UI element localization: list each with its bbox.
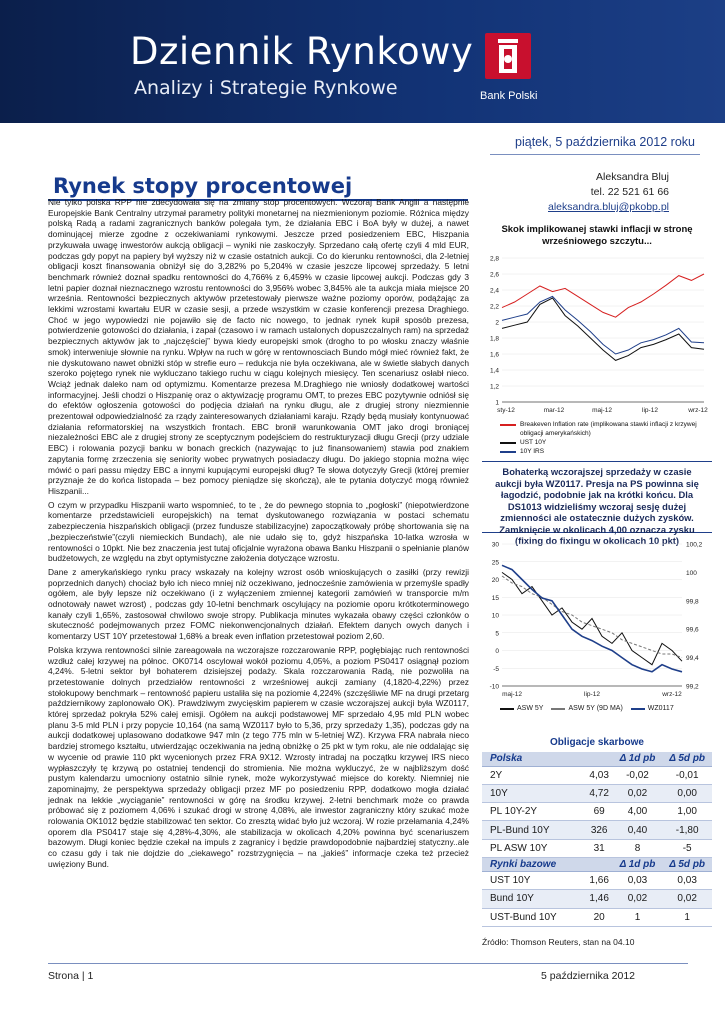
y-tick-label: 2,8 — [489, 255, 499, 263]
series-line — [502, 298, 704, 360]
table-cell: UST 10Y — [482, 871, 586, 889]
y-left-tick-label: -5 — [493, 665, 499, 673]
article-paragraph-2: O czym w przypadku Hiszpanii warto wspomnieć, to te , że do pewnego stopnia to „pogłoski” (niepotwierdzone komentarze przedstawicieli europejskich) na temat dyskutowanego rozwiązania w postaci schematu zabezpieczenia hiszpańskich obligacji (przez fundusze stabilizacyjne) zapoczątkowały próbę shortowania się na „bezpieczeństwie”(czyli niemieckich Bundach), ale nie udało się to, gdyż hiszpańska 10-latka wzrosła w rentowności o 10pkt. Nie bez znaczenia jest tutaj oficjalnie wyrażona obawa Banku Hiszpanii o spełnianie planów budżetowych, ze względu na zbyt optymistyczne założenia dotyczące wzrostu. — [48, 499, 469, 564]
table-row — [482, 784, 712, 802]
footer-date: 5 października 2012 — [541, 970, 635, 982]
bonds-table-title: Obligacje skarbowe — [550, 737, 644, 748]
author-name: Aleksandra Bluj — [596, 171, 669, 183]
table-header-cell: Rynki bazowe — [482, 857, 586, 871]
table-row — [482, 908, 712, 926]
y-right-tick-label: 100 — [686, 569, 697, 577]
table-cell: 4,00 — [613, 803, 663, 821]
publication-title: Dziennik Rynkowy — [130, 30, 474, 73]
author-email-link[interactable]: aleksandra.bluj@pkobp.pl — [548, 201, 669, 213]
author-block — [509, 170, 669, 215]
legend-swatch — [500, 442, 516, 444]
x-tick-label: sty-12 — [497, 407, 515, 414]
y-tick-label: 2,4 — [489, 287, 499, 295]
legend-swatch — [500, 708, 514, 710]
y-right-tick-label: 99,8 — [686, 598, 699, 606]
table-cell: 31 — [586, 839, 613, 857]
table-cell: 1,66 — [586, 871, 613, 889]
x-tick-label: maj-12 — [592, 407, 612, 414]
article-body — [48, 197, 469, 873]
table-cell: 0,03 — [613, 871, 663, 889]
table-row — [482, 839, 712, 857]
legend-swatch — [551, 708, 565, 710]
y-right-tick-label: 99,4 — [686, 655, 699, 663]
legend-label: ASW 5Y (9D MA) — [568, 705, 623, 712]
section-title: Rynek stopy procentowej — [53, 174, 353, 198]
table-cell: 1,46 — [586, 890, 613, 908]
table-header-cell: Δ 1d pb — [613, 752, 663, 766]
table-cell: 8 — [613, 839, 663, 857]
inflation-chart — [482, 252, 712, 422]
table-cell: 0,00 — [662, 784, 712, 802]
date-divider — [490, 154, 700, 155]
x-tick-label: lip-12 — [642, 407, 658, 414]
table-cell: 0,03 — [662, 871, 712, 889]
y-tick-label: 2 — [495, 319, 499, 327]
table-cell: Bund 10Y — [482, 890, 586, 908]
y-right-tick-label: 100,2 — [686, 541, 703, 549]
y-right-tick-label: 99,6 — [686, 626, 699, 634]
y-tick-label: 1,2 — [489, 383, 499, 391]
bank-name: Bank Polski — [480, 90, 538, 102]
table-row — [482, 803, 712, 821]
legend-item-breakeven — [500, 420, 710, 438]
series-line — [502, 274, 704, 317]
bonds-table — [482, 752, 712, 927]
table-cell: PL 10Y-2Y — [482, 803, 586, 821]
table-cell: PL-Bund 10Y — [482, 821, 586, 839]
table-row — [482, 890, 712, 908]
legend-item-irs10y — [500, 447, 710, 456]
publication-subtitle: Analizy i Strategie Rynkowe — [134, 77, 398, 99]
legend-swatch — [500, 424, 516, 426]
table-row — [482, 821, 712, 839]
y-left-tick-label: 25 — [491, 559, 499, 567]
y-tick-label: 1,8 — [489, 335, 499, 343]
table-header-cell — [586, 752, 613, 766]
table-cell: 1 — [662, 908, 712, 926]
y-left-tick-label: 10 — [491, 612, 499, 620]
table-header-cell: Δ 5d pb — [662, 857, 712, 871]
legend-label: WZ0117 — [647, 705, 674, 712]
x-tick-label: mar-12 — [543, 407, 565, 414]
table-cell: -1,80 — [662, 821, 712, 839]
table-cell: 326 — [586, 821, 613, 839]
y-left-tick-label: 20 — [491, 577, 499, 584]
y-tick-label: 1,6 — [489, 351, 499, 359]
y-left-tick-label: -10 — [489, 683, 499, 691]
asw-chart — [482, 538, 712, 708]
header-banner — [0, 0, 725, 123]
y-left-tick-label: 15 — [491, 594, 499, 602]
table-header-cell — [586, 857, 613, 871]
commentary-text: Bohaterką wczorajszej sprzedaży w czasie aukcji była WZ0117. Presja na PS powinna się łagodzić, podobnie jak na krótki końcu. Dla DS1013 widzieliśmy wczoraj sesję dużej zmienności ale ostatecznie dużych zysków. Zamknięcie w okolicach 4,00 oznacza zysku (fixing do fixingu w okolicach 10 pkt) — [495, 466, 699, 546]
chart1-legend — [500, 420, 710, 456]
table-header-row — [482, 752, 712, 766]
table-cell: 1 — [613, 908, 663, 926]
chart2-legend — [500, 705, 710, 712]
article-paragraph-1: Nie tylko polska RPP nie zdecydowała się na zmiany stóp procentowych. Wczoraj Bank Anglii a następnie Europejskie Bank Centralny utrzymał parametry polityki monetarnej na niezmienionym poziomie. Różnica między polską Radą a radami zagranicznych banków polegała tym, że działania EBC i BoA były w dużej, a nawet dominującej mierze zgodne z oczekiwaniami rynkowymi. Jeszcze przed posiedzeniem EBC, Hiszpania przykuwała uwagę inwestorów aukcją obligacji – wyniki nie zaskoczyły. Sprzedano całą ofertę czyli 4 mld EUR, podczas gdy popyt na papiery był wyższy niż w czasie ostatnich aukcji. Co do kierunku rentowności, dla 2-letniej obligacji koszt finansowania obniżył się do 3,282% po 5,204% w czasie jeszcze lipcowej sprzedaży. 5 letni benchmark również doznał spadku rentowności do 4,766% z 6,459% w czasie lipcowej aukcji. Podczas gdy 3 letni papier doznał nieznacznego wzrostu rentowności do 3,956% wobec 3,845% ale ta aukcja miała miejsce 20 września. Rentowności bezpiecznych aktywów przetestowały pierwsze ważne poziomy oporów, podążając za lekkimi wzrostami kwartału EUR w czasie sesji, a przede wszystkim w czasie konferencji prezesa Draghiego. Choć w jego wypowiedzi nie pojawiło się de facto nic nowego, to jednak rynek kupił sposób prezesa, potwierdzenie gotowości do działania, i zapał (czasowo i w ramach ustalonych dopuszczalnych ram) na sprzedaż bezpiecznych aktywów jak to „najczęściej” bywa kiedy europejski smok (drogho to po włosku znaczy właśnie smok) interweniuje słownie na rynku. Wpływ na ruch w górę w rentownosciach Bundo mógł mieć również fakt, że nie dyskutowano nawet obniżki stóp w strefie euro – redukcja nie była oczekiwana, ale w świetle słabych danych szeroko pojętego rynek nie wykluczano takiego ruchu w ciągu kolejnych miesięcy. Ten scenariusz osłabł nieco. Wciąż jednak daleko nam od optymizmu. Komentarze prezesa M.Draghiego nie wniosły dodatkowej wartości informacyjnej. Jeśli chodzi o Hiszpanię oraz o aktywizację programu OMT, to prezes EBC pozytywnie odniósł się do efektów ogłoszenia gotowości do podjęcia działań na rynku długu, ale z drugiej strony niezmiennie prezentował odpowiedzialność za rządy zainteresowanych działaniami karaju. Rządy będą musiały kontynuować działania reformatorskiej na wszystkich frontach. EBC bronił warunkowania OMT jako drogi broniącej niezależności EBC ale z drugiej strony ze sceptycznym podejściem do restrukturyzacji długu Grecji (przy udziale EBC) i rolowania pozycji banku w bonach greckich (nazywając to już finansowaniem) stawia pod znakiem zapytania formę zrzeczenia się seniority wobec prywatnych posiadaczy długu. Do jakiego stopnia można więc mówić o pari passu między EBC a innymi kupującymi europejski dług? Te słowa dotyczyły Grecji (której premier przyznaje że do końca listopada – bez pomocy pieniądze się skończą), ale te pytania dotyczyć mogą również Hiszpanii... — [48, 197, 469, 496]
table-cell: 0,02 — [613, 784, 663, 802]
table-header-cell: Δ 1d pb — [613, 857, 663, 871]
y-tick-label: 2,2 — [489, 303, 499, 311]
y-left-tick-label: 30 — [491, 541, 499, 549]
table-source-note: Źródło: Thomson Reuters, stan na 04.10 — [482, 937, 635, 947]
publication-date: piątek, 5 października 2012 roku — [515, 135, 695, 149]
footer-divider — [48, 963, 688, 964]
table-cell: 0,02 — [662, 890, 712, 908]
legend-label: Breakeven Inflation rate (implikowana stawki inflacji z krzywej obligacji amerykańskich) — [520, 421, 697, 437]
x-tick-label: maj-12 — [502, 691, 522, 698]
legend-swatch — [500, 451, 516, 453]
x-tick-label: wrz-12 — [688, 407, 708, 414]
y-left-tick-label: 5 — [495, 630, 499, 638]
table-cell: -0,02 — [613, 766, 663, 784]
table-row — [482, 871, 712, 889]
legend-swatch — [631, 708, 645, 710]
series-line — [502, 296, 704, 354]
article-paragraph-3: Dane z amerykańskiego rynku pracy wskazały na kolejny wzrost osób wnioskujących o zasiłki (przy rewizji poprzednich danych) chociaż było ich nieco mniej niż oczekiwano, jednocześnie zamówienia w przemyśle spadły ogółem, ale były lepsze niż oczekiwano (i z wyłączeniem zmiennej kategorii zamówień w transporcie m/m odnotowały nawet wzrost) , podczas gdy 10-letni benchmark oscylujący na poziomie oporu krótkoterminowego kanały czyli 1,65%, zastosował chwilowo swoje stropy. Publikacja minutes wykazała obawy części członków o skuteczność podejmowanych przez FOMC niekonwencjonalnych działań. Efektem danych owych danych i komentarzy UST 10Y przetestował 1,68% a break even inflation przetestował poziom 2,60. — [48, 566, 469, 642]
legend-label: 10Y IRS — [520, 448, 545, 455]
table-cell: 69 — [586, 803, 613, 821]
table-cell: -0,01 — [662, 766, 712, 784]
y-tick-label: 2,6 — [489, 271, 499, 279]
legend-label: UST 10Y — [520, 439, 547, 446]
table-cell: 0,02 — [613, 890, 663, 908]
table-cell: 20 — [586, 908, 613, 926]
y-tick-label: 1,4 — [489, 367, 499, 375]
table-cell: PL ASW 10Y — [482, 839, 586, 857]
legend-label: ASW 5Y — [517, 705, 544, 712]
chart1-caption: Skok implikowanej stawki inflacji w stronę wrześniowego szczytu... — [501, 224, 693, 247]
legend-item-ust10y — [500, 438, 710, 447]
table-cell: 1,00 — [662, 803, 712, 821]
article-paragraph-4: Polska krzywa rentowności silnie zareagowała na wczorajsze rozczarowanie RPP, pogłębiając ruch rentowności wzdłuż całej krzywej na północ. OK0714 oscylował wokół poziomu 4,05%, a poziom PS0417 osiągnął poziom 4,24%. 5-letni sektor był bohaterem dzisiejszej podaży. Skala rozczarowania Radą, nie pozwoliła na przetestowanie dolnych przedziałów rentowności z wrześniowej aukcji zamiany (4,1820-4,22%) przez stołokupowy benchmark – rentowność papieru ustaliła się na poziomie 4,224% (szczęśliwie MF na drugi przetarg październikowy zaplonowało OK). Prawdziwym zwycięskim papierem w czasie wczorajszej aukcji była WZ0117, której sprzedaż pokryła 52% całej emisji. Ogółem na aukcji podstawowej MF sprzedało 4,95 mld PLN wobec planu 3-5 mld PLN i przy popycie 10,164 (na samą WZ0117 było to 5,36, przy sprzedaży 1,35), podczas gdy na aukcji dodatkowej uplasowano dodatkowe 947 mln (z tego 775 mln w 5-letniej WZ). Krzywa FRA nabrała nieco bardziej stromego kształtu, utwierdzając oczekiwania na jedną obniżkę o 25 pkt w tym roku, ale nie oddalając się w wycenie od prawie 110 pkt wycenionych przez FRA 9X12. Wzrosty intradaj na początku krzywej IRS nieco wypłaszczyły tę krzywą po ostatniej tendencji do stromienia. Nie można wykluczyć, że w najbliższym dość pustym kalendarzu umocniony ostatnio silnie rynek, może wykorzystywać miejsce do korekty. Niemniej nie zapominajmy, że perspektywa sprzedaży obligacji przez MF po posiedzeniu RPP, dodatkowo mogła działać jednak na lekkie „wyciąganie” rentowności w górę na środku krzywej. 2-letni benchmark może co prawda próbować się z poziomem 4,06% i szukać drogi w stronę 4,08%, ale inwestor zagraniczny który szukać może rolowania OK1012 będzie stabilizować ten sektor. Co zresztą widać było już wczoraj. W rozie przełamania 4,24% oporem dla PS0417 staje się 4,28%-4,30%, ale stabilizacja w okolicach 4,20% powinna być scenariuszem bazowym. Długi koniec będzie czekał na impuls z zagranicy i będzie prawdopodobnie najbardziej statyczny..ale co czasu gdy i tak nie dojdzie do „ciekawego” rozstrzygnięcia – na „jakieś” informacje czeka też przecież uwięziony Bund. — [48, 644, 469, 869]
legend-item-wz0117 — [631, 705, 674, 712]
pko-bank-logo-icon — [485, 33, 531, 79]
table-cell: 0,40 — [613, 821, 663, 839]
table-cell: 4,03 — [586, 766, 613, 784]
table-header-cell: Δ 5d pb — [662, 752, 712, 766]
table-header-cell: Polska — [482, 752, 586, 766]
table-cell: 2Y — [482, 766, 586, 784]
y-right-tick-label: 99,2 — [686, 683, 699, 691]
y-left-tick-label: 0 — [495, 648, 499, 655]
x-tick-label: lip-12 — [584, 691, 600, 698]
table-cell: -5 — [662, 839, 712, 857]
table-cell: 4,72 — [586, 784, 613, 802]
table-row — [482, 766, 712, 784]
y-tick-label: 1 — [495, 399, 499, 407]
page-number: Strona | 1 — [48, 970, 94, 982]
legend-item-asw5y — [500, 705, 543, 712]
table-cell: UST-Bund 10Y — [482, 908, 586, 926]
legend-item-asw5y-ma — [551, 705, 622, 712]
author-phone: tel. 22 521 61 66 — [590, 186, 669, 198]
table-header-row — [482, 857, 712, 871]
table-cell: 10Y — [482, 784, 586, 802]
x-tick-label: wrz-12 — [662, 691, 682, 698]
